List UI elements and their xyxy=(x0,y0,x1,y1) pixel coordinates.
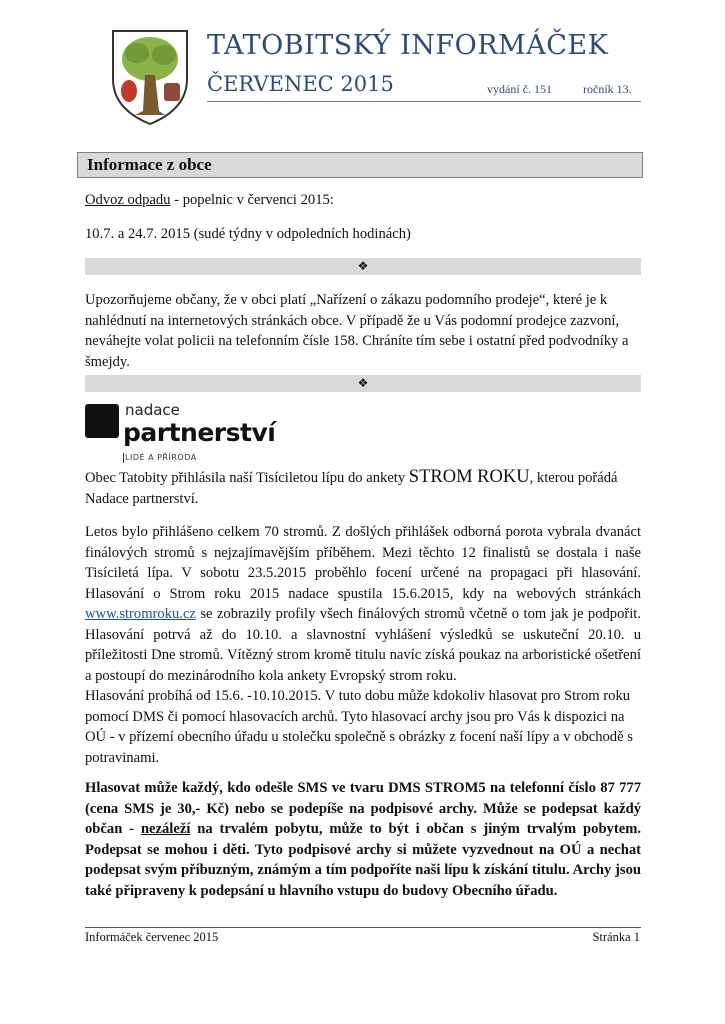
stromroku-link[interactable]: www.stromroku.cz xyxy=(85,606,196,622)
section-heading: Informace z obce xyxy=(77,152,643,178)
page-number: Stránka 1 xyxy=(592,930,640,944)
voting-instructions-start: Hlasovat může každý, kdo odešle SMS ve tvaru DMS STROM5 na telefonní číslo 87 777 (cena SMS je 30,- Kč) nebo se podepíše na podpisové archy. Může se podepsat každý občan - xyxy=(85,780,641,837)
footer-rule xyxy=(85,927,641,928)
contest-intro xyxy=(85,467,641,509)
issue-number: vydání č. 151 xyxy=(487,82,552,96)
voting-instructions xyxy=(85,778,641,901)
contest-intro-after: , kterou pořádá Nadace partnerství. xyxy=(85,470,618,507)
logo-main-text: partnerství xyxy=(123,418,276,447)
separator-1: ❖ xyxy=(85,258,641,275)
newsletter-title: TATOBITSKÝ INFORMÁČEK xyxy=(207,30,609,61)
contest-intro-before: Obec Tatobity přihlásila naší Tisíciletou lípu do ankety xyxy=(85,470,409,486)
waste-collection-rest: - popelnic v červenci 2015: xyxy=(170,192,334,208)
foundation-emblem-icon xyxy=(85,404,119,438)
voting-instructions-end: na trvalém pobytu, může to být i občan s jiným trvalým pobytem. Podepsat se mohou i děti. Tyto podpisové archy si můžete vyzvednout na OÚ a nechat podepsat svým příbuzným, známým a tím podpoříte naši lípu k získání titulu. Archy jsou také připraveny k podepsání u hlavního vstupu do budovy Obecního úřadu. xyxy=(85,821,642,899)
waste-collection-label: Odvoz odpadu xyxy=(85,192,171,208)
voting-instructions-emphasis: nezáleží xyxy=(140,821,191,837)
header-rule xyxy=(207,101,641,102)
logo-tag-divider xyxy=(123,453,124,463)
logo-top-text: nadace xyxy=(125,401,180,419)
volume-number: ročník 13. xyxy=(583,82,632,96)
contest-paragraph-2: Hlasování probíhá od 15.6. -10.10.2015. V tuto dobu může kdokoliv hlasovat pro Strom roku pomocí DMS či pomocí hlasovacích archů. Tyto hlasovací archy jsou pro Vás k dispozici na OÚ - v přízemí obecního úřadu u stolečku společně s obrázky z focení naší lípy a v obchodě s potravinami. xyxy=(85,688,633,766)
footer-publication: Informáček červenec 2015 xyxy=(85,930,219,944)
contest-paragraph-1-start: Letos bylo přihlášeno celkem 70 stromů. Z došlých přihlášek odborná porota vybrala dvanáct finálových stromů s nejzajímavějším příběhem. Mezi těchto 12 finalistů se dostala i naše Tisíciletá lípa. V sobotu 23.5.2015 proběhlo focení určené na propagaci při hlasování. Hlasování o Strom roku 2015 nadace spustila 15.6.2015, kdy na webových stránkách xyxy=(85,524,641,602)
contest-name: STROM ROKU xyxy=(408,467,530,487)
separator-2: ❖ xyxy=(85,375,641,392)
waste-collection-line xyxy=(85,190,641,211)
nadace-partnerstvi-logo xyxy=(85,403,285,463)
issue-month: ČERVENEC 2015 xyxy=(207,72,394,96)
contest-paragraph-1-end: se zobrazily profily všech finálových stromů včetně o tom jak je podpořit. Hlasování potrvá až do 10.10. a slavnostní vyhlášení výsledků se uskuteční 20.10. u příležitosti Dne stromů. Vítězný strom kromě titulu navíc získá poukaz na arboristické ošetření a postoupí do mezinárodního kola ankety Evropský strom roku. xyxy=(85,606,641,684)
contest-paragraph-1 xyxy=(85,522,641,686)
waste-collection-dates: 10.7. a 24.7. 2015 (sudé týdny v odpoledních hodinách) xyxy=(85,226,411,242)
village-crest-logo xyxy=(109,27,191,127)
logo-tagline: LIDÉ A PŘÍRODA xyxy=(125,453,197,462)
door-to-door-warning: Upozorňujeme občany, že v obci platí „Nařízení o zákazu podomního prodeje“, které je k nahlédnutí na internetových stránkách obce. V případě že u Vás podomní prodejce zazvoní, neváhejte volat policii na telefonním čísle 158. Chráníte tím sebe i ostatní před podvodníky a šmejdy. xyxy=(85,292,629,370)
